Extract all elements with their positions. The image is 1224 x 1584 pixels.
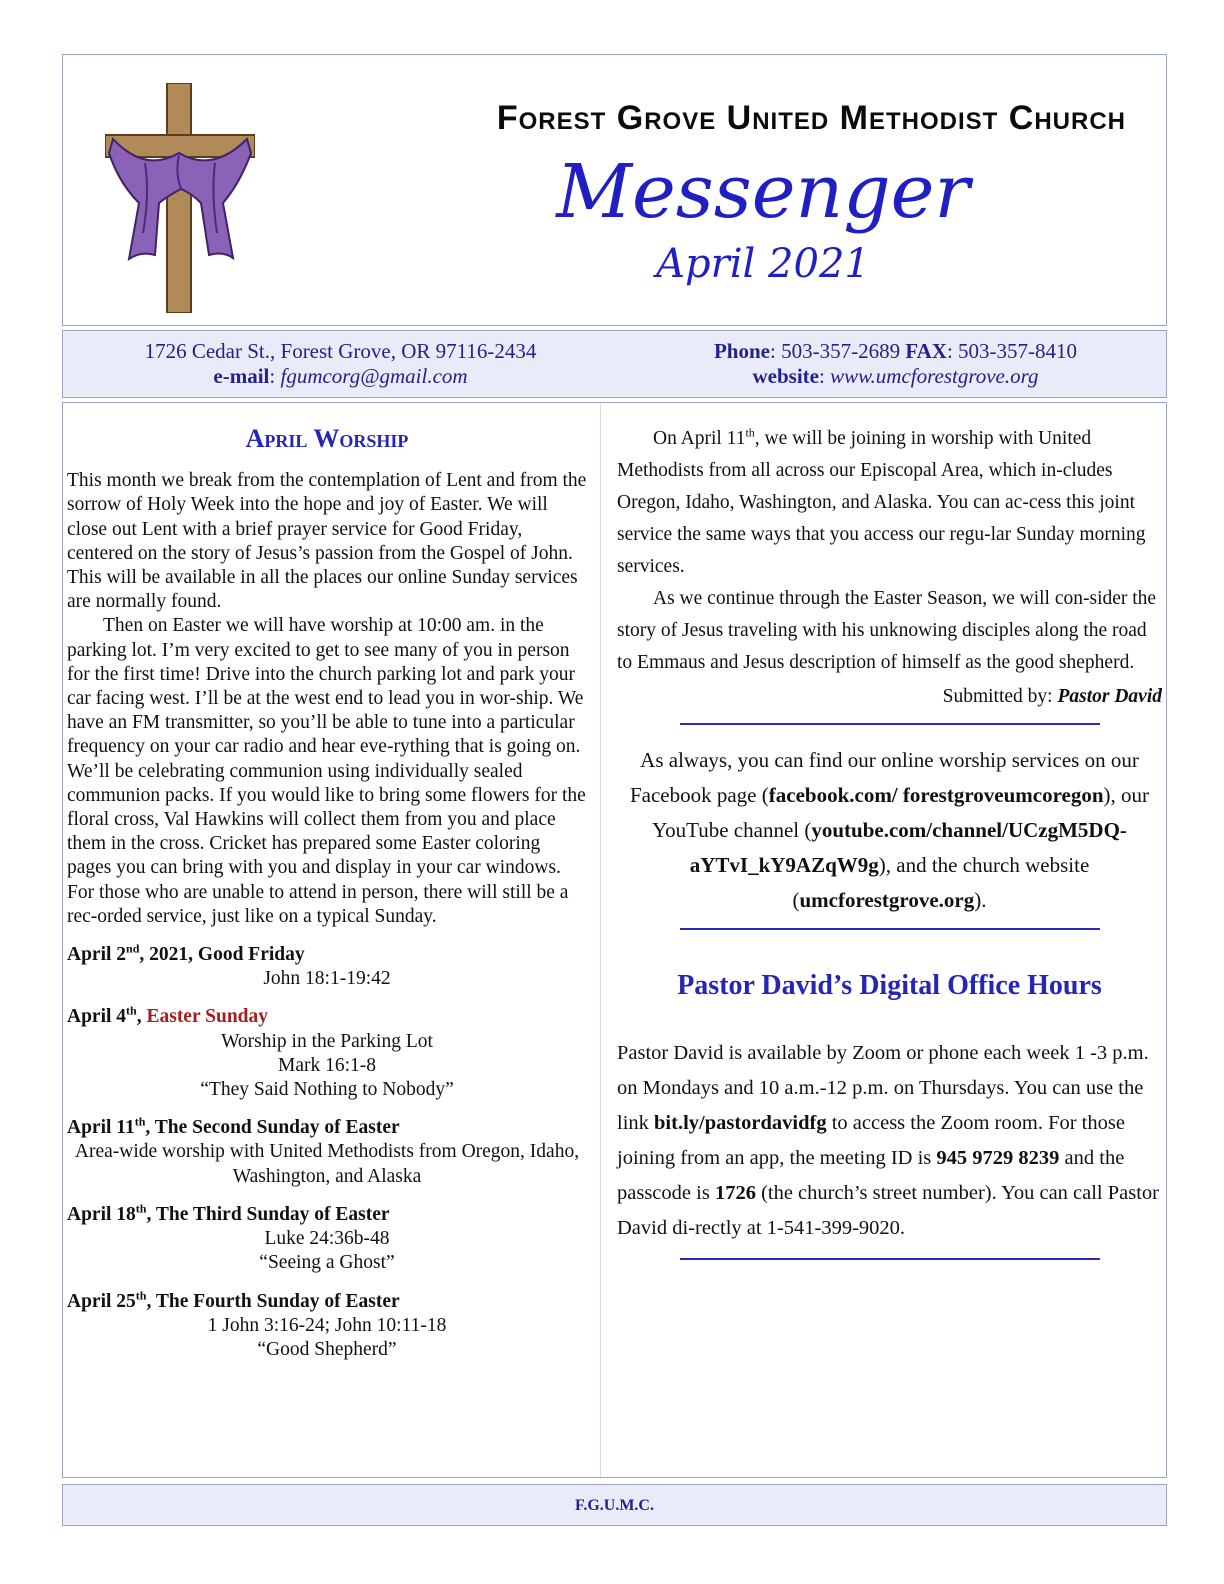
website-line: website: www.umcforestgrove.org xyxy=(752,364,1039,388)
facebook-link[interactable]: facebook.com/ forestgroveumcoregon xyxy=(768,783,1104,807)
event-title: , The Fourth Sunday of Easter xyxy=(146,1290,400,1312)
separator-line xyxy=(680,1258,1100,1260)
worship-paragraph-2: Then on Easter we will have worship at 10:00 am. in the parking lot. I’m very excited to get to see many of you in person for the first time! Drive into the church parking lot and park your car facing west. I’ll be at the west end to lead you in wor-ship. We have an FM transmitter, so you’ll be able to tune into a particular frequency on your car radio and hear eve-rything that is going on. We’ll be celebrating communion using individually sealed communion packs. If you would like to bring some flowers for the floral cross, Val Hawkins will collect them from you and place them in the cross. Cricket has prepared some Easter coloring pages you can bring with you and display in your car windows. For those who are unable to attend in person, there will still be a rec-orded service, just like on a typical Sunday. xyxy=(67,615,586,927)
column-divider xyxy=(600,403,601,1477)
address: 1726 Cedar St., Forest Grove, OR 97116-2434 xyxy=(144,339,537,363)
footer-bar xyxy=(62,1484,1167,1526)
worship-paragraph-1: This month we break from the contemplation of Lent and from the sorrow of Holy Week into the hope and joy of Easter. We will close out Lent with a brief prayer service for Good Friday, centered on the story of Jesus’s passion from the Gospel of John. This will be available in all the places our online Sunday services are normally found. xyxy=(67,470,587,613)
event-detail: Worship in the Parking Lot xyxy=(221,1030,433,1052)
email-link[interactable]: fgumcorg@gmail.com xyxy=(280,364,468,388)
section-heading-april-worship: April Worship xyxy=(245,424,409,453)
left-column xyxy=(67,423,587,1362)
event-date: April 25 xyxy=(67,1290,136,1312)
event-second-sunday xyxy=(67,1116,587,1189)
author-name: Pastor David xyxy=(1057,686,1162,707)
event-sermon-title: “Seeing a Ghost” xyxy=(259,1252,395,1274)
meeting-id: 945 9729 8239 xyxy=(936,1147,1060,1169)
event-title: Easter Sunday xyxy=(146,1006,269,1028)
event-reading: 1 John 3:16-24; John 10:11-18 xyxy=(207,1314,447,1336)
submitted-by: Submitted by: Pastor David xyxy=(942,686,1162,707)
fax-label: FAX xyxy=(905,339,947,363)
contact-bar xyxy=(62,330,1167,398)
footer-text: F.G.U.M.C. xyxy=(575,1497,654,1514)
event-fourth-sunday xyxy=(67,1290,587,1363)
website-link[interactable]: www.umcforestgrove.org xyxy=(830,364,1039,388)
email-line: e-mail: fgumcorg@gmail.com xyxy=(213,364,468,388)
event-reading: John 18:1-19:42 xyxy=(263,968,391,990)
church-name: Forest Grove United Methodist Church xyxy=(496,99,1126,137)
masthead xyxy=(62,54,1167,326)
event-date-suffix: th xyxy=(134,1114,146,1129)
event-date: April 2 xyxy=(67,944,127,966)
separator-line xyxy=(680,928,1100,930)
event-title: , The Second Sunday of Easter xyxy=(145,1117,400,1139)
event-date-suffix: th xyxy=(135,1201,147,1216)
youtube-link[interactable]: youtube.com/channel/UCzgM5DQ-aYTvI_kY9AZqW9g xyxy=(689,818,1127,877)
event-title: , 2021, Good Friday xyxy=(139,944,305,966)
separator-line xyxy=(680,723,1100,725)
event-third-sunday xyxy=(67,1203,587,1276)
phone-number: 503-357-2689 xyxy=(781,339,901,363)
right-column xyxy=(617,423,1162,1278)
church-website-link[interactable]: umcforestgrove.org xyxy=(799,888,975,912)
event-date: April 11 xyxy=(67,1117,135,1139)
website-label: website xyxy=(752,364,819,388)
event-sermon-title: “Good Shepherd” xyxy=(257,1338,397,1360)
event-date: April 18 xyxy=(67,1203,136,1225)
zoom-link[interactable]: bit.ly/pastordavidfg xyxy=(654,1112,827,1134)
event-title: , The Third Sunday of Easter xyxy=(146,1203,390,1225)
event-date-suffix: th xyxy=(135,1288,147,1302)
email-label: e-mail xyxy=(213,364,270,388)
easter-season-paragraph: As we continue through the Easter Season, we will con-sider the story of Jesus traveling with his unknowing disciples along the road to Emmaus and Jesus description of himself as the good shepherd. xyxy=(617,588,1157,673)
phone-line: Phone: 503-357-2689 FAX: 503-357-8410 xyxy=(713,339,1078,363)
event-good-friday xyxy=(67,943,587,991)
event-sermon-title: “They Said Nothing to Nobody” xyxy=(200,1079,454,1101)
contact-right xyxy=(623,339,1168,389)
online-services-paragraph: As always, you can find our online worship services on our Facebook page (facebook.com/ forestgroveumcoregon), our YouTube channel (youtube.com/channel/UCzgM5DQ-aYTvI_kY9AZqW9g), and the church website (umcforestgrove.org). xyxy=(629,748,1150,912)
event-date: April 4 xyxy=(67,1006,127,1028)
joint-service-paragraph: On April 11th, we will be joining in worship with United Methodists from all across our Episcopal Area, which in-cludes Oregon, Idaho, Washington, and Alaska. You can ac-cess this joint service the same ways that you access our regu-lar Sunday morning services. xyxy=(617,425,1146,577)
fax-number: 503-357-8410 xyxy=(958,339,1078,363)
newsletter-title: Messenger xyxy=(556,149,970,235)
event-date-suffix: th xyxy=(126,1003,137,1018)
event-separator: , xyxy=(136,1006,147,1028)
issue-date: April 2021 xyxy=(656,241,870,287)
event-easter-sunday xyxy=(67,1005,587,1102)
contact-left xyxy=(63,339,618,389)
phone-label: Phone xyxy=(713,339,770,363)
event-detail: Area-wide worship with United Methodists from Oregon, Idaho, Washington, and Alaska xyxy=(74,1141,580,1187)
passcode: 1726 xyxy=(714,1182,756,1204)
event-date-suffix: nd xyxy=(126,941,140,956)
section-heading-office-hours: Pastor David’s Digital Office Hours xyxy=(677,970,1102,1001)
body-content xyxy=(62,402,1167,1478)
event-reading: Luke 24:36b-48 xyxy=(264,1228,390,1250)
office-hours-paragraph: Pastor David is available by Zoom or phone each week 1 -3 p.m. on Mondays and 10 a.m.-12 p.m. on Thursdays. You can use the link bit.ly/pastordavidfg to access the Zoom room. For those joining from an app, the meeting ID is 945 9729 8239 and the passcode is 1726 (the church’s street number). You can call Pastor David di-rectly at 1-541-399-9020. xyxy=(617,1042,1160,1239)
event-reading: Mark 16:1-8 xyxy=(277,1054,377,1076)
